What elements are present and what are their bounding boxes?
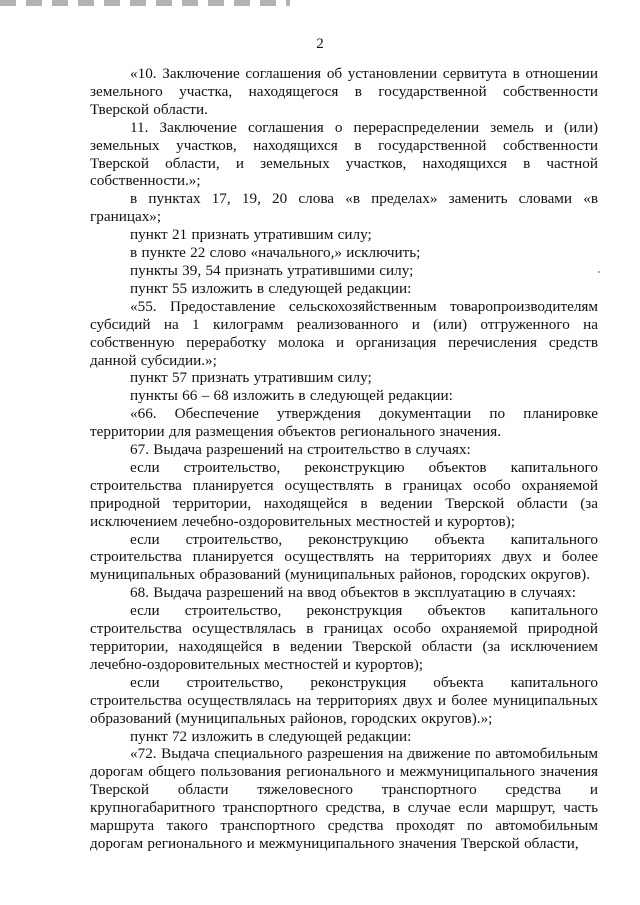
paragraph-amend-66-68: пункты 66 – 68 изложить в следующей редакции: [130,387,453,405]
paragraph-item-55: «55. Предоставление сельскохозяйственным товаропроизводителям субсидий на 1 килограмм реализованного и (или) отгруженного на собственную переработку молока и организация перечисления средств данной субсидии.»; [90,297,598,369]
paragraph-item-11: 11. Заключение соглашения о перераспределении земель и (или) земельных участков, находящихся в государственной собственности Тверской области, и земельных участков, находящихся в частной собственности.»; [90,118,598,190]
scan-edge-marks [0,0,290,6]
document-body [90,65,598,853]
paragraph-item-67-case-2: если строительство, реконструкцию объекта капитального строительства планируется осуществлять на территориях двух и более муниципальных образований (муниципальных районов, городских округов). [90,530,598,584]
paragraph-item-66: «66. Обеспечение утверждения документации по планировке территории для размещения объектов регионального значения. [90,405,598,441]
paragraph-item-67: 67. Выдача разрешений на строительство в случаях: [130,441,471,459]
paragraph-amend-55: пункт 55 изложить в следующей редакции: [130,279,412,297]
paragraph-item-72: «72. Выдача специального разрешения на движение по автомобильным дорогам общего пользования регионального и межмуниципального значения Тверской области тяжеловесного транспортного средства и крупногабаритного транспортного средства, в случае если маршрут, часть маршрута такого транспортного средства проходят по автомобильным дорогам регионального и межмуниципального значения Тверской области, [90,745,598,852]
paragraph-amend-72: пункт 72 изложить в следующей редакции: [130,727,412,745]
paragraph-item-68-case-1: если строительство, реконструкция объектов капитального строительства осуществлялась в границах особо охраняемой природной территории, находящейся в ведении Тверской области (за исключением лечебно-оздоровительных местностей и курортов); [90,602,598,673]
paragraph-amend-17-19-20: в пунктах 17, 19, 20 слова «в пределах» заменить словами «в границах»; [90,190,598,226]
paragraph-amend-57: пункт 57 признать утратившим силу; [130,369,372,387]
paragraph-amend-39-54: пункты 39, 54 признать утратившими силу; [130,261,414,279]
paragraph-item-67-case-1: если строительство, реконструкцию объектов капитального строительства планируется осуществлять в границах особо охраняемой природной территории, находящейся в ведении Тверской области (за исключением лечебно-оздоровительных местностей и курортов); [90,458,598,530]
paragraph-item-68-case-2: если строительство, реконструкция объекта капитального строительства осуществлялась на территориях двух и более муниципальных образований (муниципальных районов, городских округов).»; [90,673,598,727]
scan-speck [598,271,600,273]
page-number: 2 [316,36,324,52]
paragraph-item-10: «10. Заключение соглашения об установлении сервитута в отношении земельного участка, находящегося в государственной собственности Тверской области. [90,65,598,118]
paragraph-amend-21: пункт 21 признать утратившим силу; [130,226,372,244]
paragraph-item-68: 68. Выдача разрешений на ввод объектов в эксплуатацию в случаях: [130,584,576,602]
paragraph-amend-22: в пункте 22 слово «начального,» исключить; [130,244,421,262]
